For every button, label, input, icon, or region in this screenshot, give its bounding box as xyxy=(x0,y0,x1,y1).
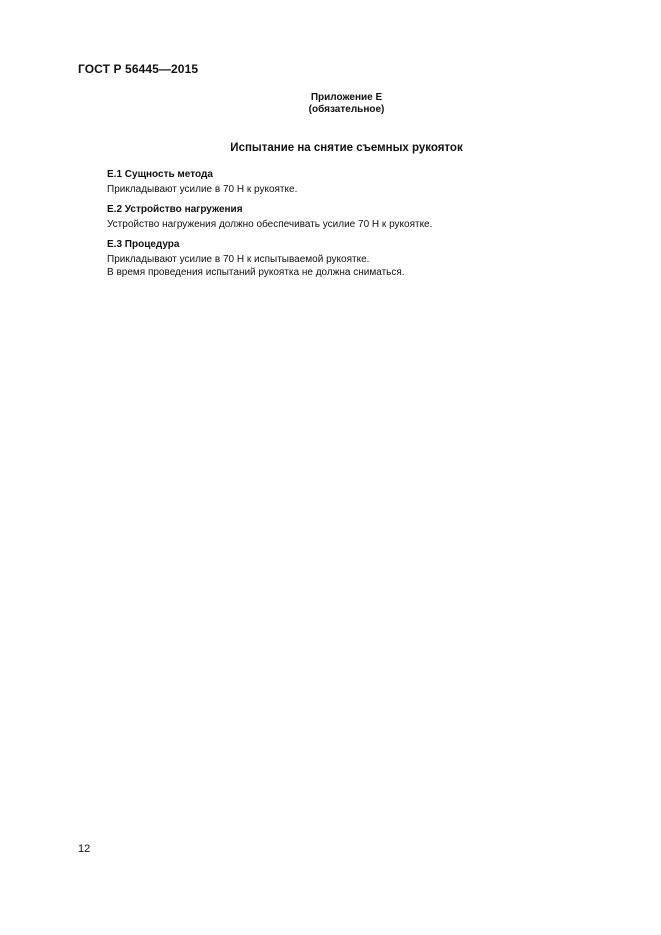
annex-label-block xyxy=(0,92,661,116)
section-paragraph: Устройство нагружения должно обеспечивать усилие 70 Н к рукоятке. xyxy=(107,219,433,230)
annex-content xyxy=(107,168,587,286)
section-heading: Е.1 Сущность метода xyxy=(107,169,213,180)
section-heading: Е.2 Устройство нагружения xyxy=(107,204,243,215)
section-e1 xyxy=(107,168,587,196)
section-heading: Е.3 Процедура xyxy=(107,239,180,250)
section-paragraph: Прикладывают усилие в 70 Н к испытываемой рукоятке. xyxy=(107,254,370,265)
annex-title: Испытание на снятие съемных рукояток xyxy=(230,142,463,154)
annex-status: (обязательное) xyxy=(308,104,385,115)
standard-code: ГОСТ Р 56445—2015 xyxy=(78,62,199,76)
section-e3 xyxy=(107,238,587,279)
section-paragraph: В время проведения испытаний рукоятка не должна сниматься. xyxy=(107,267,405,278)
section-paragraph: Прикладывают усилие в 70 Н к рукоятке. xyxy=(107,184,298,195)
page-number: 12 xyxy=(78,843,91,855)
annex-label: Приложение Е xyxy=(310,92,383,103)
section-e2 xyxy=(107,203,587,231)
